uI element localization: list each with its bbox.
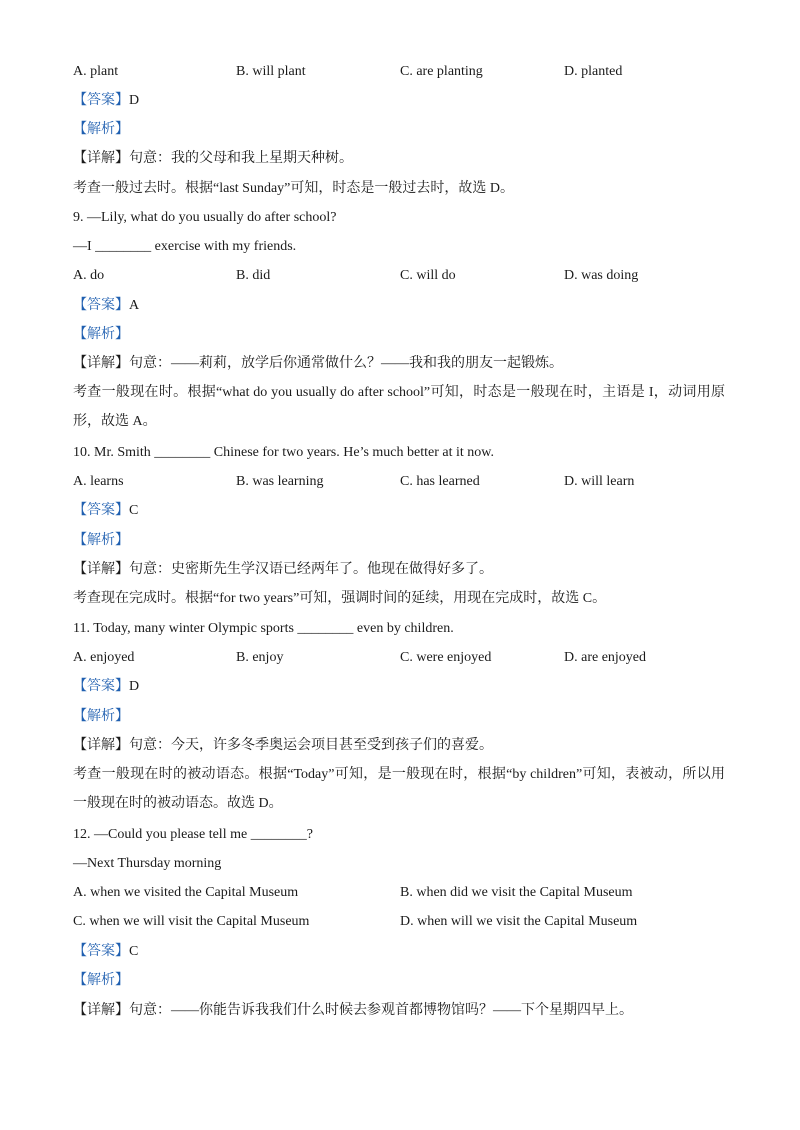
- q9-option-b: B. did: [236, 268, 271, 283]
- answer-tag: 【答案】: [73, 298, 129, 313]
- q9-answer: [73, 296, 139, 316]
- q10-option-a: A. learns: [73, 474, 124, 489]
- q12-option-a: A. when we visited the Capital Museum: [73, 885, 299, 900]
- q12-reply: —Next Thursday morning: [73, 856, 222, 871]
- q10-option-c: C. has learned: [400, 474, 480, 489]
- q11-stem: 11. Today, many winter Olympic sports ________ even by children.: [73, 621, 454, 636]
- detail-tag: 【详解】: [73, 1003, 129, 1018]
- q12-option-d: D. when will we visit the Capital Museum: [400, 914, 638, 929]
- q11-detail: [73, 736, 493, 756]
- q10-detail: [73, 560, 493, 580]
- q9-detail: [73, 354, 563, 374]
- answer-value: D: [129, 679, 140, 694]
- q8-option-b: B. will plant: [236, 64, 306, 79]
- q9-option-d: D. was doing: [564, 268, 639, 283]
- answer-tag: 【答案】: [73, 93, 129, 108]
- q11-option-d: D. are enjoyed: [564, 650, 647, 665]
- answer-value: C: [129, 944, 139, 959]
- q9-reply: —I ________ exercise with my friends.: [73, 239, 297, 254]
- q8-option-d: D. planted: [564, 64, 623, 79]
- detail-text: 句意：——你能告诉我我们什么时候去参观首都博物馆吗？——下个星期四早上。: [129, 1003, 633, 1018]
- q8-explanation: 考查一般过去时。根据“last Sunday”可知，时态是一般过去时，故选 D。: [73, 181, 514, 196]
- q9-explanation: 考查一般现在时。根据“what do you usually do after school”可知，时态是一般现在时，主语是 I，动词用原形，故选 A。: [73, 385, 725, 429]
- q11-option-b: B. enjoy: [236, 650, 284, 665]
- detail-tag: 【详解】: [73, 738, 129, 753]
- q8-analysis-tag: 【解析】: [73, 122, 129, 137]
- q12-detail: [73, 1001, 633, 1021]
- answer-tag: 【答案】: [73, 503, 129, 518]
- q8-answer: [73, 91, 139, 111]
- detail-tag: 【详解】: [73, 356, 129, 371]
- detail-tag: 【详解】: [73, 151, 129, 166]
- q8-detail: [73, 149, 353, 169]
- answer-value: D: [129, 93, 140, 108]
- q9-option-c: C. will do: [400, 268, 456, 283]
- q11-explanation: 考查一般现在时的被动语态。根据“Today”可知，是一般现在时，根据“by children”可知，表被动，所以用一般现在时的被动语态。故选 D。: [73, 767, 725, 811]
- q8-option-a: A. plant: [73, 64, 119, 79]
- q12-answer: [73, 942, 138, 962]
- q10-option-d: D. will learn: [564, 474, 635, 489]
- q12-option-b: B. when did we visit the Capital Museum: [400, 885, 633, 900]
- q12-option-c: C. when we will visit the Capital Museum: [73, 914, 310, 929]
- answer-value: C: [129, 503, 139, 518]
- detail-tag: 【详解】: [73, 562, 129, 577]
- q10-stem: 10. Mr. Smith ________ Chinese for two years. He’s much better at it now.: [73, 445, 494, 460]
- q11-option-a: A. enjoyed: [73, 650, 135, 665]
- q12-stem: 12. —Could you please tell me ________?: [73, 827, 313, 842]
- q9-stem: 9. —Lily, what do you usually do after school?: [73, 210, 337, 225]
- answer-tag: 【答案】: [73, 944, 129, 959]
- q9-analysis-tag: 【解析】: [73, 327, 129, 342]
- q11-analysis-tag: 【解析】: [73, 709, 129, 724]
- detail-text: 句意：我的父母和我上星期天种树。: [129, 151, 353, 166]
- q9-option-a: A. do: [73, 268, 105, 283]
- q10-option-b: B. was learning: [236, 474, 324, 489]
- q11-option-c: C. were enjoyed: [400, 650, 492, 665]
- detail-text: 句意：——莉莉，放学后你通常做什么？——我和我的朋友一起锻炼。: [129, 356, 563, 371]
- q10-explanation: 考查现在完成时。根据“for two years”可知，强调时间的延续，用现在完成时，故选 C。: [73, 591, 607, 606]
- answer-value: A: [129, 298, 140, 313]
- detail-text: 句意：史密斯先生学汉语已经两年了。他现在做得好多了。: [129, 562, 493, 577]
- answer-tag: 【答案】: [73, 679, 129, 694]
- q8-option-c: C. are planting: [400, 64, 483, 79]
- q11-answer: [73, 677, 139, 697]
- q10-answer: [73, 501, 138, 521]
- q10-analysis-tag: 【解析】: [73, 533, 129, 548]
- q12-analysis-tag: 【解析】: [73, 973, 129, 988]
- detail-text: 句意：今天，许多冬季奥运会项目甚至受到孩子们的喜爱。: [129, 738, 493, 753]
